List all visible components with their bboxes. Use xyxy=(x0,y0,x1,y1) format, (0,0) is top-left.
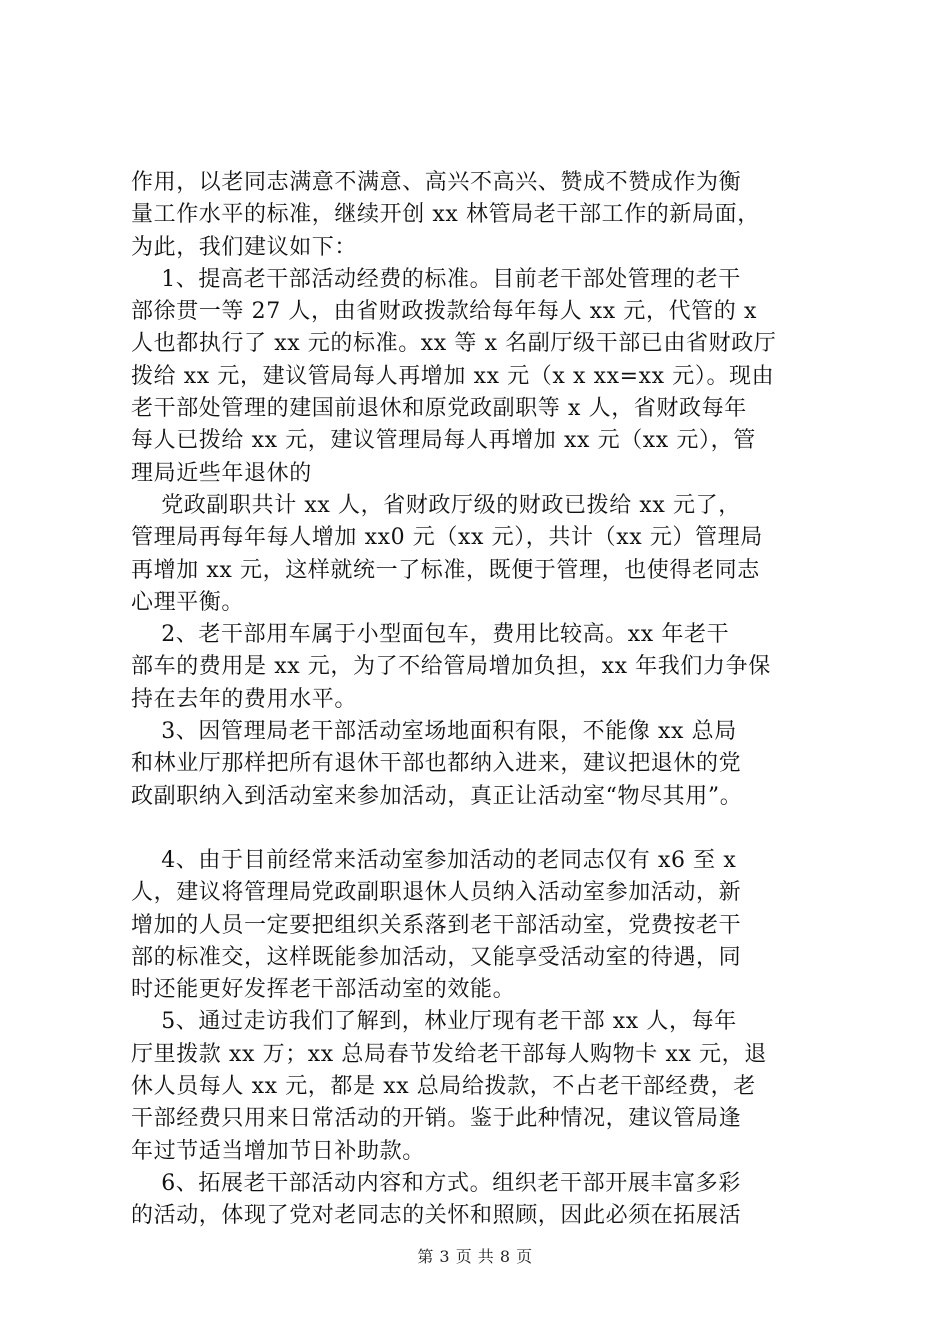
text-line: 干部经费只用来日常活动的开销。鉴于此种情况，建议管局逢 xyxy=(131,1106,742,1132)
text-line: 理局近些年退休的 xyxy=(131,460,312,486)
paragraph-gap xyxy=(131,813,831,845)
text-line: 作用，以老同志满意不满意、高兴不高兴、赞成不赞成作为衡 xyxy=(131,170,742,195)
text-line: 部车的费用是 xx 元，为了不给管局增加负担，xx 年我们力争保 xyxy=(131,654,771,680)
text-line: 3、因管理局老干部活动室场地面积有限，不能像 xx 总局 xyxy=(131,719,737,745)
text-line: 拨给 xx 元，建议管局每人再增加 xx 元（x x xx=xx 元）。现由 xyxy=(131,363,775,389)
text-line: 的活动，体现了党对老同志的关怀和照顾，因此必须在拓展活 xyxy=(131,1203,742,1229)
text-line: 心理平衡。 xyxy=(131,589,245,615)
text-line: 休人员每人 xx 元，都是 xx 总局给拨款，不占老干部经费，老 xyxy=(131,1074,756,1100)
document-body xyxy=(131,167,831,1233)
text-line: 1、提高老干部活动经费的标准。目前老干部处管理的老干 xyxy=(131,266,741,292)
text-line: 增加的人员一定要把组织关系落到老干部活动室，党费按老干 xyxy=(131,912,742,938)
text-line: 党政副职共计 xx 人，省财政厅级的财政已拨给 xx 元了， xyxy=(131,492,741,518)
text-line: 为此，我们建议如下： xyxy=(131,234,358,260)
text-line: 每人已拨给 xx 元，建议管理局每人再增加 xx 元（xx 元），管 xyxy=(131,428,756,454)
text-line: 量工作水平的标准，继续开创 xx 林管局老干部工作的新局面， xyxy=(131,202,760,228)
text-line: 部的标准交，这样既能参加活动，又能享受活动室的待遇，同 xyxy=(131,944,742,970)
text-line: 老干部处管理的建国前退休和原党政副职等 x 人，省财政每年 xyxy=(131,396,747,422)
text-line: 政副职纳入到活动室来参加活动，真正让活动室“物尽其用”。 xyxy=(131,783,743,809)
text-line: 4、由于目前经常来活动室参加活动的老同志仅有 x6 至 x xyxy=(131,847,737,873)
text-line: 人也都执行了 xx 元的标准。xx 等 x 名副厅级干部已由省财政厅 xyxy=(131,331,777,357)
text-line: 部徐贯一等 27 人，由省财政拨款给每年每人 xx 元，代管的 x xyxy=(131,299,757,325)
text-line: 2、老干部用车属于小型面包车，费用比较高。xx 年老干 xyxy=(131,622,730,648)
text-line: 持在去年的费用水平。 xyxy=(131,686,358,712)
text-line: 5、通过走访我们了解到，林业厅现有老干部 xx 人，每年 xyxy=(131,1009,737,1035)
text-line: 年过节适当增加节日补助款。 xyxy=(131,1138,425,1164)
text-line: 管理局再每年每人增加 xx0 元（xx 元），共计（xx 元）管理局 xyxy=(131,525,763,551)
text-line: 时还能更好发挥老干部活动室的效能。 xyxy=(131,977,516,1003)
page-number-footer: 第 3 页 共 8 页 xyxy=(417,1247,533,1266)
text-line: 6、拓展老干部活动内容和方式。组织老干部开展丰富多彩 xyxy=(131,1170,741,1196)
text-line: 和林业厅那样把所有退休干部也都纳入进来，建议把退休的党 xyxy=(131,751,742,777)
text-line: 厅里拨款 xx 万；xx 总局春节发给老干部每人购物卡 xx 元，退 xyxy=(131,1041,767,1067)
text-line: 人，建议将管理局党政副职退休人员纳入活动室参加活动，新 xyxy=(131,880,742,906)
text-line: 再增加 xx 元，这样就统一了标准，既便于管理，也使得老同志 xyxy=(131,557,760,583)
